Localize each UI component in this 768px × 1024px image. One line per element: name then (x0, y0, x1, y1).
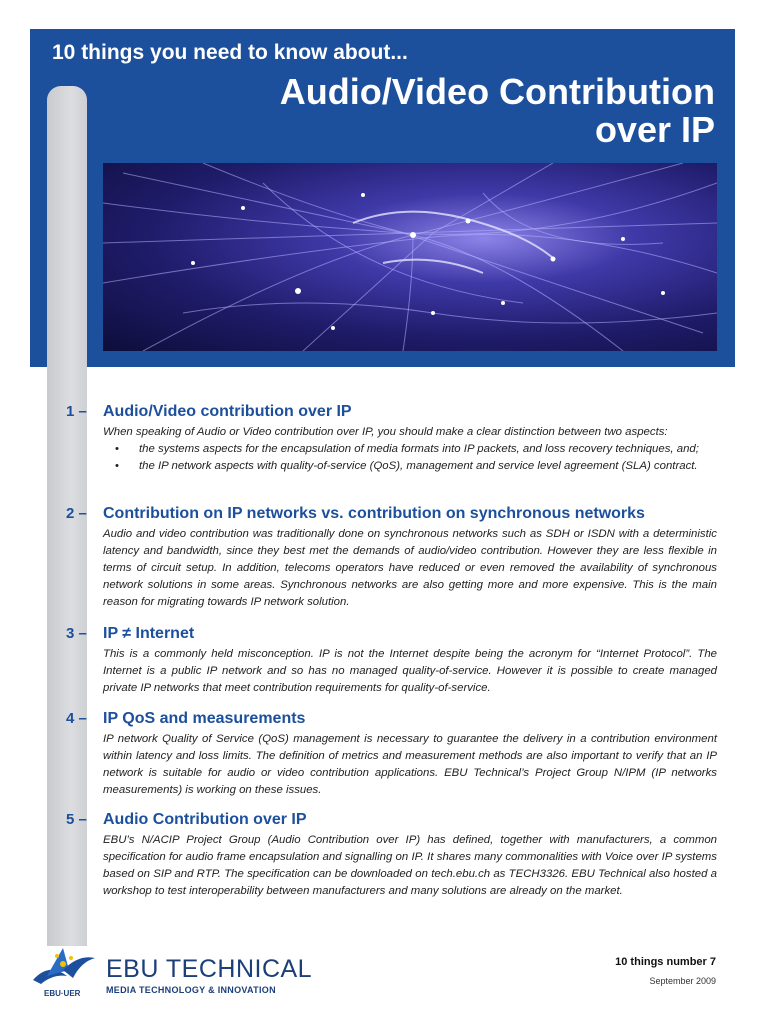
section-number: 4 – (66, 710, 87, 727)
section-number: 1 – (66, 403, 87, 420)
bullet-icon: • (115, 460, 119, 472)
section-number: 5 – (66, 811, 87, 828)
title-line-1: Audio/Video Contribution (279, 71, 715, 112)
section-number: 3 – (66, 625, 87, 642)
bullet-list (115, 441, 717, 475)
section-body: EBU’s N/ACIP Project Group (Audio Contribution over IP) has defined, together with manufacturers, a common specification for audio frame encapsulation and signalling on IP. It shares many commonalities with Voice over IP systems based on SIP and RTP. The specification can be downloaded on tech.ebu.ch as TECH3326. EBU Technical also hosted a workshop to test interoperability between manufacturers and many solutions are already on the market. (103, 834, 717, 897)
bullet-text: the IP network aspects with quality-of-service (QoS), management and service level agreement (SLA) contract. (139, 460, 698, 472)
series-label: 10 things number 7 (615, 956, 716, 968)
network-web-graphic (103, 163, 717, 351)
page-title (280, 73, 715, 149)
page-kicker: 10 things you need to know about... (52, 41, 408, 64)
bullet-icon: • (115, 443, 119, 455)
bullet-text: the systems aspects for the encapsulation of media formats into IP packets, and loss recovery techniques, and; (139, 443, 699, 455)
section-number: 2 – (66, 505, 87, 522)
section-title: IP QoS and measurements (103, 710, 306, 727)
network-hero-image (103, 163, 717, 351)
publication-date: September 2009 (649, 976, 716, 986)
logo-text: EBU·UER (44, 989, 81, 998)
section-title: Contribution on IP networks vs. contribution on synchronous networks (103, 505, 645, 522)
section-title: Audio/Video contribution over IP (103, 403, 352, 420)
section-body: This is a commonly held misconception. IP is not the Internet despite being the acronym for “Internet Protocol”. The Internet is a public IP network and so has no managed quality-of-service. However it is possible to create managed private IP networks that meet contribution requirements for quality-of-service. (103, 648, 717, 694)
section-title: Audio Contribution over IP (103, 811, 307, 828)
section-body: When speaking of Audio or Video contribution over IP, you should make a clear distinction between two aspects: (103, 426, 668, 438)
section-body: Audio and video contribution was traditionally done on synchronous networks such as SDH or ISDN with a deterministic latency and bandwidth, since they best met the demands of audio/video contribution. However they are less flexible in terms of circuit setup. In addition, telecoms operators have reduced or even removed the availability of synchronous network solutions in some areas. Synchronous networks are also getting more and more expensive. This is the main reason for migrating towards IP network solution. (103, 528, 717, 608)
bullet-item (115, 458, 717, 475)
brand-tagline: MEDIA TECHNOLOGY & INNOVATION (106, 985, 276, 995)
section-body: IP network Quality of Service (QoS) management is necessary to guarantee the delivery in a contribution environment within latency and loss limits. The definition of metrics and measurement methods are also important to verify that an IP network is suitable for audio or video contribution applications. EBU Technical’s Project Group N/IPM (IP networks measurements) is working on these issues. (103, 733, 717, 796)
brand-name: EBU TECHNICAL (106, 955, 313, 983)
bullet-item (115, 441, 717, 458)
title-line-2: over IP (594, 109, 715, 150)
section-title: IP ≠ Internet (103, 625, 195, 642)
